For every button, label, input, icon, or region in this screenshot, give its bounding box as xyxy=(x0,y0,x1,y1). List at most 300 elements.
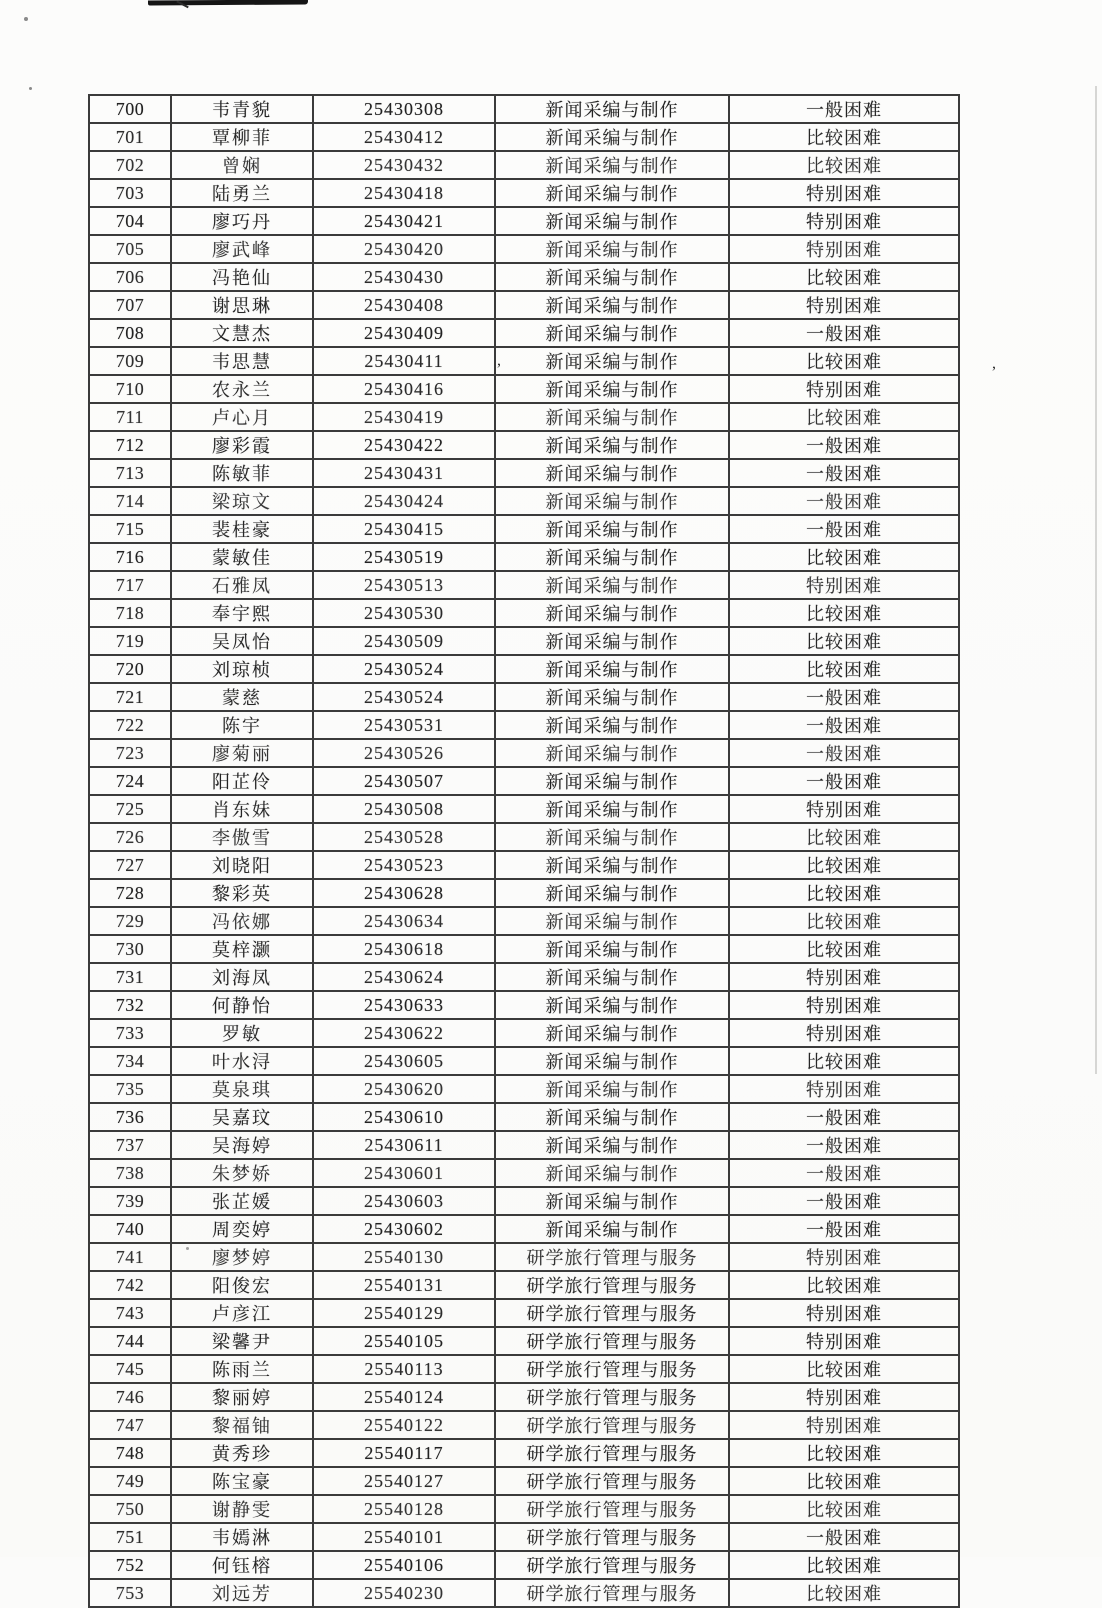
cell-student-name: 阳俊宏 xyxy=(171,1271,313,1299)
cell-student-name: 谢静雯 xyxy=(171,1495,313,1523)
cell-student-name: 廖彩霞 xyxy=(171,431,313,459)
cell-sequence-number: 750 xyxy=(89,1495,171,1523)
cell-sequence-number: 752 xyxy=(89,1551,171,1579)
cell-difficulty-level: 比较困难 xyxy=(729,263,959,291)
cell-student-id: 25430524 xyxy=(313,683,495,711)
cell-student-name: 梁琼文 xyxy=(171,487,313,515)
cell-sequence-number: 733 xyxy=(89,1019,171,1047)
cell-major: 新闻采编与制作 xyxy=(495,431,729,459)
cell-sequence-number: 726 xyxy=(89,823,171,851)
cell-difficulty-level: 特别困难 xyxy=(729,375,959,403)
cell-student-id: 25430409 xyxy=(313,319,495,347)
cell-student-id: 25430633 xyxy=(313,991,495,1019)
cell-major: 新闻采编与制作 xyxy=(495,291,729,319)
cell-sequence-number: 731 xyxy=(89,963,171,991)
cell-student-id: 25430430 xyxy=(313,263,495,291)
cell-student-id: 25430415 xyxy=(313,515,495,543)
cell-difficulty-level: 比较困难 xyxy=(729,151,959,179)
cell-difficulty-level: 比较困难 xyxy=(729,403,959,431)
cell-sequence-number: 742 xyxy=(89,1271,171,1299)
cell-major: 新闻采编与制作 xyxy=(495,179,729,207)
cell-student-name: 莫梓灏 xyxy=(171,935,313,963)
table-row xyxy=(89,991,959,1019)
cell-student-id: 25430618 xyxy=(313,935,495,963)
cell-sequence-number: 716 xyxy=(89,543,171,571)
cell-student-id: 25430424 xyxy=(313,487,495,515)
cell-student-id: 25430519 xyxy=(313,543,495,571)
cell-student-id: 25540129 xyxy=(313,1299,495,1327)
cell-difficulty-level: 一般困难 xyxy=(729,319,959,347)
cell-difficulty-level: 一般困难 xyxy=(729,1215,959,1243)
cell-major: 研学旅行管理与服务 xyxy=(495,1551,729,1579)
cell-major: 新闻采编与制作 xyxy=(495,711,729,739)
cell-sequence-number: 749 xyxy=(89,1467,171,1495)
cell-student-name: 李傲雪 xyxy=(171,823,313,851)
cell-major: 研学旅行管理与服务 xyxy=(495,1355,729,1383)
cell-student-name: 卢彦江 xyxy=(171,1299,313,1327)
cell-student-id: 25430420 xyxy=(313,235,495,263)
table-row xyxy=(89,599,959,627)
cell-sequence-number: 735 xyxy=(89,1075,171,1103)
cell-student-name: 卢心月 xyxy=(171,403,313,431)
cell-difficulty-level: 一般困难 xyxy=(729,1131,959,1159)
cell-sequence-number: 741 xyxy=(89,1243,171,1271)
table-row xyxy=(89,515,959,543)
table-row xyxy=(89,95,959,123)
cell-difficulty-level: 比较困难 xyxy=(729,907,959,935)
cell-student-name: 蒙慈 xyxy=(171,683,313,711)
cell-student-name: 叶水浔 xyxy=(171,1047,313,1075)
cell-sequence-number: 751 xyxy=(89,1523,171,1551)
cell-sequence-number: 707 xyxy=(89,291,171,319)
cell-student-id: 25430509 xyxy=(313,627,495,655)
cell-major: 新闻采编与制作 xyxy=(495,515,729,543)
table-row xyxy=(89,1551,959,1579)
student-roster-table xyxy=(88,94,960,1608)
cell-difficulty-level: 特别困难 xyxy=(729,207,959,235)
table-row xyxy=(89,1243,959,1271)
cell-sequence-number: 748 xyxy=(89,1439,171,1467)
cell-difficulty-level: 比较困难 xyxy=(729,655,959,683)
cell-difficulty-level: 特别困难 xyxy=(729,571,959,599)
table-row xyxy=(89,235,959,263)
cell-major: 研学旅行管理与服务 xyxy=(495,1299,729,1327)
table-row xyxy=(89,1355,959,1383)
cell-student-id: 25430624 xyxy=(313,963,495,991)
cell-sequence-number: 745 xyxy=(89,1355,171,1383)
cell-student-id: 25540230 xyxy=(313,1579,495,1607)
cell-major: 新闻采编与制作 xyxy=(495,207,729,235)
cell-difficulty-level: 比较困难 xyxy=(729,879,959,907)
scan-artifact-top-edge xyxy=(148,0,308,6)
cell-major: 研学旅行管理与服务 xyxy=(495,1243,729,1271)
table-row xyxy=(89,1411,959,1439)
cell-student-name: 覃柳菲 xyxy=(171,123,313,151)
cell-major: 新闻采编与制作 xyxy=(495,543,729,571)
cell-difficulty-level: 比较困难 xyxy=(729,1579,959,1607)
cell-major: 新闻采编与制作 xyxy=(495,123,729,151)
cell-student-id: 25430411 xyxy=(313,347,495,375)
cell-sequence-number: 705 xyxy=(89,235,171,263)
cell-sequence-number: 725 xyxy=(89,795,171,823)
cell-major: 新闻采编与制作 xyxy=(495,1047,729,1075)
cell-sequence-number: 710 xyxy=(89,375,171,403)
cell-major: 新闻采编与制作 xyxy=(495,1103,729,1131)
cell-student-id: 25430308 xyxy=(313,95,495,123)
cell-student-name: 吴海婷 xyxy=(171,1131,313,1159)
table-row xyxy=(89,1383,959,1411)
cell-student-id: 25540127 xyxy=(313,1467,495,1495)
cell-major: 新闻采编与制作 xyxy=(495,1019,729,1047)
table-row xyxy=(89,823,959,851)
table-row xyxy=(89,1131,959,1159)
cell-major: 新闻采编与制作 xyxy=(495,851,729,879)
cell-student-id: 25540124 xyxy=(313,1383,495,1411)
cell-student-id: 25430531 xyxy=(313,711,495,739)
cell-student-name: 韦青貌 xyxy=(171,95,313,123)
cell-student-id: 25430421 xyxy=(313,207,495,235)
cell-major: 研学旅行管理与服务 xyxy=(495,1495,729,1523)
cell-difficulty-level: 特别困难 xyxy=(729,1075,959,1103)
cell-student-name: 冯艳仙 xyxy=(171,263,313,291)
cell-difficulty-level: 特别困难 xyxy=(729,1383,959,1411)
cell-major: 新闻采编与制作 xyxy=(495,991,729,1019)
cell-sequence-number: 747 xyxy=(89,1411,171,1439)
scan-speck xyxy=(24,17,28,21)
cell-major: 研学旅行管理与服务 xyxy=(495,1271,729,1299)
cell-student-id: 25430524 xyxy=(313,655,495,683)
cell-sequence-number: 717 xyxy=(89,571,171,599)
table-row xyxy=(89,739,959,767)
cell-difficulty-level: 特别困难 xyxy=(729,1299,959,1327)
cell-student-name: 陆勇兰 xyxy=(171,179,313,207)
cell-difficulty-level: 比较困难 xyxy=(729,935,959,963)
cell-major: 新闻采编与制作 xyxy=(495,599,729,627)
table-row xyxy=(89,543,959,571)
cell-sequence-number: 712 xyxy=(89,431,171,459)
cell-student-name: 廖武峰 xyxy=(171,235,313,263)
cell-student-name: 蒙敏佳 xyxy=(171,543,313,571)
cell-difficulty-level: 比较困难 xyxy=(729,1047,959,1075)
cell-difficulty-level: 比较困难 xyxy=(729,1495,959,1523)
cell-student-name: 黎彩英 xyxy=(171,879,313,907)
cell-student-name: 廖菊丽 xyxy=(171,739,313,767)
cell-student-id: 25540101 xyxy=(313,1523,495,1551)
cell-student-name: 裴桂豪 xyxy=(171,515,313,543)
table-row xyxy=(89,1271,959,1299)
cell-sequence-number: 719 xyxy=(89,627,171,655)
cell-major: 新闻采编与制作 xyxy=(495,935,729,963)
stray-comma-mark: , xyxy=(497,352,501,369)
cell-student-id: 25430408 xyxy=(313,291,495,319)
cell-difficulty-level: 比较困难 xyxy=(729,599,959,627)
cell-difficulty-level: 特别困难 xyxy=(729,991,959,1019)
cell-major: 新闻采编与制作 xyxy=(495,95,729,123)
cell-student-id: 25430412 xyxy=(313,123,495,151)
cell-student-name: 何静怡 xyxy=(171,991,313,1019)
cell-student-name: 黄秀珍 xyxy=(171,1439,313,1467)
cell-student-id: 25430611 xyxy=(313,1131,495,1159)
cell-sequence-number: 736 xyxy=(89,1103,171,1131)
table-row xyxy=(89,123,959,151)
cell-major: 新闻采编与制作 xyxy=(495,823,729,851)
cell-student-name: 罗敏 xyxy=(171,1019,313,1047)
cell-sequence-number: 701 xyxy=(89,123,171,151)
cell-student-id: 25540131 xyxy=(313,1271,495,1299)
cell-major: 新闻采编与制作 xyxy=(495,879,729,907)
cell-sequence-number: 714 xyxy=(89,487,171,515)
cell-sequence-number: 737 xyxy=(89,1131,171,1159)
cell-sequence-number: 720 xyxy=(89,655,171,683)
cell-sequence-number: 703 xyxy=(89,179,171,207)
cell-difficulty-level: 一般困难 xyxy=(729,683,959,711)
cell-student-id: 25430602 xyxy=(313,1215,495,1243)
cell-student-name: 肖东妹 xyxy=(171,795,313,823)
table-row xyxy=(89,1523,959,1551)
cell-student-id: 25430605 xyxy=(313,1047,495,1075)
cell-student-id: 25540106 xyxy=(313,1551,495,1579)
cell-student-name: 黎福铀 xyxy=(171,1411,313,1439)
cell-student-name: 陈宇 xyxy=(171,711,313,739)
cell-sequence-number: 744 xyxy=(89,1327,171,1355)
cell-student-name: 曾娴 xyxy=(171,151,313,179)
scan-page-edge-line xyxy=(1095,86,1097,1074)
stray-comma-mark: , xyxy=(992,355,996,372)
cell-difficulty-level: 特别困难 xyxy=(729,235,959,263)
cell-student-id: 25430601 xyxy=(313,1159,495,1187)
table-row xyxy=(89,1299,959,1327)
cell-difficulty-level: 比较困难 xyxy=(729,543,959,571)
cell-sequence-number: 739 xyxy=(89,1187,171,1215)
cell-major: 新闻采编与制作 xyxy=(495,571,729,599)
table-row xyxy=(89,179,959,207)
cell-difficulty-level: 一般困难 xyxy=(729,1103,959,1131)
cell-student-name: 农永兰 xyxy=(171,375,313,403)
cell-student-name: 周奕婷 xyxy=(171,1215,313,1243)
cell-sequence-number: 738 xyxy=(89,1159,171,1187)
cell-sequence-number: 713 xyxy=(89,459,171,487)
cell-student-id: 25430513 xyxy=(313,571,495,599)
cell-sequence-number: 711 xyxy=(89,403,171,431)
cell-sequence-number: 704 xyxy=(89,207,171,235)
cell-major: 研学旅行管理与服务 xyxy=(495,1439,729,1467)
cell-student-name: 石雅凤 xyxy=(171,571,313,599)
cell-difficulty-level: 一般困难 xyxy=(729,487,959,515)
cell-student-name: 陈雨兰 xyxy=(171,1355,313,1383)
cell-student-id: 25540128 xyxy=(313,1495,495,1523)
cell-student-name: 陈宝豪 xyxy=(171,1467,313,1495)
cell-difficulty-level: 一般困难 xyxy=(729,1159,959,1187)
cell-sequence-number: 715 xyxy=(89,515,171,543)
cell-sequence-number: 700 xyxy=(89,95,171,123)
table-row xyxy=(89,907,959,935)
cell-sequence-number: 743 xyxy=(89,1299,171,1327)
table-row xyxy=(89,1439,959,1467)
table-row xyxy=(89,683,959,711)
table-row xyxy=(89,1103,959,1131)
cell-major: 研学旅行管理与服务 xyxy=(495,1467,729,1495)
cell-difficulty-level: 一般困难 xyxy=(729,711,959,739)
cell-student-id: 25430620 xyxy=(313,1075,495,1103)
table-row xyxy=(89,319,959,347)
cell-major: 新闻采编与制作 xyxy=(495,627,729,655)
cell-student-id: 25430634 xyxy=(313,907,495,935)
cell-sequence-number: 723 xyxy=(89,739,171,767)
cell-difficulty-level: 比较困难 xyxy=(729,1355,959,1383)
table-row xyxy=(89,627,959,655)
cell-major: 新闻采编与制作 xyxy=(495,347,729,375)
cell-student-id: 25540130 xyxy=(313,1243,495,1271)
cell-difficulty-level: 一般困难 xyxy=(729,739,959,767)
cell-student-id: 25430507 xyxy=(313,767,495,795)
cell-student-name: 刘晓阳 xyxy=(171,851,313,879)
table-row xyxy=(89,1159,959,1187)
table-row xyxy=(89,1467,959,1495)
cell-difficulty-level: 一般困难 xyxy=(729,95,959,123)
cell-major: 新闻采编与制作 xyxy=(495,487,729,515)
cell-difficulty-level: 特别困难 xyxy=(729,1243,959,1271)
table-row xyxy=(89,767,959,795)
cell-difficulty-level: 特别困难 xyxy=(729,1411,959,1439)
cell-student-name: 廖巧丹 xyxy=(171,207,313,235)
cell-difficulty-level: 一般困难 xyxy=(729,1523,959,1551)
cell-major: 研学旅行管理与服务 xyxy=(495,1383,729,1411)
cell-difficulty-level: 特别困难 xyxy=(729,795,959,823)
cell-student-name: 吴嘉玟 xyxy=(171,1103,313,1131)
cell-student-name: 冯依娜 xyxy=(171,907,313,935)
cell-student-name: 刘海凤 xyxy=(171,963,313,991)
table-row xyxy=(89,1019,959,1047)
cell-difficulty-level: 特别困难 xyxy=(729,963,959,991)
cell-difficulty-level: 一般困难 xyxy=(729,767,959,795)
cell-major: 新闻采编与制作 xyxy=(495,319,729,347)
table-row xyxy=(89,1215,959,1243)
table-row xyxy=(89,291,959,319)
cell-student-name: 张芷媛 xyxy=(171,1187,313,1215)
cell-student-id: 25540105 xyxy=(313,1327,495,1355)
cell-student-name: 莫泉琪 xyxy=(171,1075,313,1103)
cell-major: 新闻采编与制作 xyxy=(495,963,729,991)
cell-student-id: 25430418 xyxy=(313,179,495,207)
table-row xyxy=(89,1579,959,1607)
cell-student-name: 阳芷伶 xyxy=(171,767,313,795)
cell-major: 新闻采编与制作 xyxy=(495,1159,729,1187)
cell-student-name: 黎丽婷 xyxy=(171,1383,313,1411)
cell-difficulty-level: 比较困难 xyxy=(729,1467,959,1495)
table-row xyxy=(89,851,959,879)
cell-major: 新闻采编与制作 xyxy=(495,375,729,403)
cell-student-name: 吴凤怡 xyxy=(171,627,313,655)
cell-sequence-number: 728 xyxy=(89,879,171,907)
table-row xyxy=(89,879,959,907)
cell-student-id: 25430610 xyxy=(313,1103,495,1131)
cell-student-name: 陈敏菲 xyxy=(171,459,313,487)
cell-major: 研学旅行管理与服务 xyxy=(495,1411,729,1439)
cell-major: 新闻采编与制作 xyxy=(495,263,729,291)
cell-student-id: 25430422 xyxy=(313,431,495,459)
cell-major: 新闻采编与制作 xyxy=(495,1131,729,1159)
cell-difficulty-level: 特别困难 xyxy=(729,179,959,207)
cell-difficulty-level: 一般困难 xyxy=(729,459,959,487)
cell-major: 新闻采编与制作 xyxy=(495,235,729,263)
cell-difficulty-level: 一般困难 xyxy=(729,1187,959,1215)
cell-major: 新闻采编与制作 xyxy=(495,1187,729,1215)
cell-student-name: 奉宇熙 xyxy=(171,599,313,627)
table-row xyxy=(89,1495,959,1523)
cell-student-name: 韦嫣淋 xyxy=(171,1523,313,1551)
cell-student-id: 25430416 xyxy=(313,375,495,403)
cell-student-id: 25430508 xyxy=(313,795,495,823)
cell-difficulty-level: 一般困难 xyxy=(729,431,959,459)
cell-student-name: 韦思慧 xyxy=(171,347,313,375)
cell-major: 研学旅行管理与服务 xyxy=(495,1523,729,1551)
cell-difficulty-level: 比较困难 xyxy=(729,347,959,375)
cell-student-name: 刘琼桢 xyxy=(171,655,313,683)
cell-sequence-number: 730 xyxy=(89,935,171,963)
cell-student-id: 25430419 xyxy=(313,403,495,431)
cell-difficulty-level: 比较困难 xyxy=(729,1439,959,1467)
cell-sequence-number: 734 xyxy=(89,1047,171,1075)
cell-student-id: 25430431 xyxy=(313,459,495,487)
cell-student-name: 廖梦婷 xyxy=(171,1243,313,1271)
cell-student-name: 梁馨尹 xyxy=(171,1327,313,1355)
cell-sequence-number: 722 xyxy=(89,711,171,739)
cell-major: 新闻采编与制作 xyxy=(495,907,729,935)
cell-student-id: 25540122 xyxy=(313,1411,495,1439)
cell-student-id: 25430526 xyxy=(313,739,495,767)
cell-major: 新闻采编与制作 xyxy=(495,459,729,487)
cell-sequence-number: 727 xyxy=(89,851,171,879)
cell-sequence-number: 753 xyxy=(89,1579,171,1607)
cell-sequence-number: 708 xyxy=(89,319,171,347)
cell-sequence-number: 724 xyxy=(89,767,171,795)
table-row xyxy=(89,347,959,375)
table-row xyxy=(89,375,959,403)
cell-sequence-number: 729 xyxy=(89,907,171,935)
table-row xyxy=(89,935,959,963)
cell-student-id: 25430628 xyxy=(313,879,495,907)
cell-major: 新闻采编与制作 xyxy=(495,795,729,823)
cell-sequence-number: 709 xyxy=(89,347,171,375)
cell-difficulty-level: 比较困难 xyxy=(729,823,959,851)
table-row xyxy=(89,431,959,459)
cell-student-id: 25430528 xyxy=(313,823,495,851)
cell-student-id: 25430530 xyxy=(313,599,495,627)
cell-student-id: 25430603 xyxy=(313,1187,495,1215)
cell-student-id: 25430523 xyxy=(313,851,495,879)
cell-student-id: 25540117 xyxy=(313,1439,495,1467)
cell-major: 新闻采编与制作 xyxy=(495,767,729,795)
cell-difficulty-level: 特别困难 xyxy=(729,1019,959,1047)
table-row xyxy=(89,571,959,599)
table-row xyxy=(89,711,959,739)
cell-student-name: 刘远芳 xyxy=(171,1579,313,1607)
cell-major: 新闻采编与制作 xyxy=(495,739,729,767)
cell-student-name: 何钰榕 xyxy=(171,1551,313,1579)
cell-major: 新闻采编与制作 xyxy=(495,683,729,711)
table-row xyxy=(89,263,959,291)
table-row xyxy=(89,963,959,991)
cell-sequence-number: 746 xyxy=(89,1383,171,1411)
table-row xyxy=(89,151,959,179)
table-row xyxy=(89,1327,959,1355)
table-row xyxy=(89,403,959,431)
cell-sequence-number: 706 xyxy=(89,263,171,291)
cell-difficulty-level: 比较困难 xyxy=(729,851,959,879)
cell-difficulty-level: 比较困难 xyxy=(729,627,959,655)
cell-difficulty-level: 特别困难 xyxy=(729,291,959,319)
cell-sequence-number: 721 xyxy=(89,683,171,711)
